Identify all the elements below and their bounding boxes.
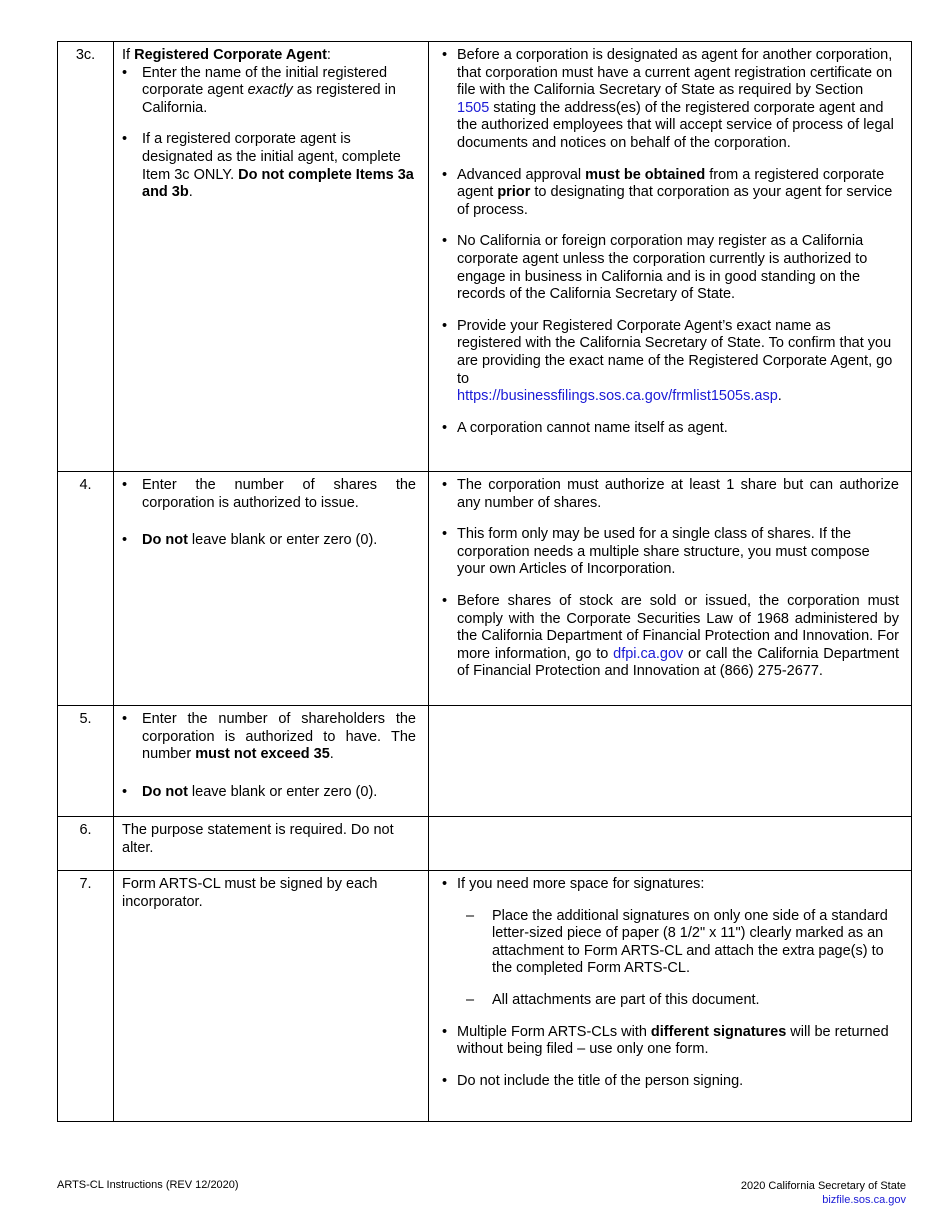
item-text: The purpose statement is required. Do not alter.	[122, 822, 394, 856]
table-row	[58, 706, 912, 817]
item-number: 3c.	[75, 47, 96, 63]
list-item: • Multiple Form ARTS-CLs with different signatures will be returned without being filed – use only one form.	[442, 1024, 899, 1059]
item-intro: If Registered Corporate Agent:	[122, 47, 331, 63]
table-row	[58, 472, 912, 706]
item-number: 6.	[79, 822, 92, 838]
item-number: 4.	[79, 477, 92, 493]
footer-copyright	[741, 1180, 906, 1207]
bizfile-link[interactable]: bizfile.sos.ca.gov	[822, 1193, 906, 1206]
table-row	[58, 817, 912, 871]
list-item: • If a registered corporate agent is designated as the initial agent, complete Item 3c ONLY. Do not complete Items 3a and 3b.	[122, 131, 416, 201]
item-number: 7.	[79, 876, 92, 892]
agent-list-link[interactable]: https://businessfilings.sos.ca.gov/frmlist1505s.asp	[457, 388, 778, 405]
list-item: • Advanced approval must be obtained from a registered corporate agent prior to designating that corporation as your agent for service of process.	[442, 167, 899, 220]
footer-copyright-text: 2020 California Secretary of State	[740, 1180, 906, 1192]
item-text: Form ARTS-CL must be signed by each incorporator.	[122, 876, 378, 910]
list-item: • A corporation cannot name itself as agent.	[442, 420, 899, 438]
list-item: • Enter the number of shareholders the corporation is authorized to have. The number must not exceed 35.	[122, 711, 416, 764]
footer-form-revision: ARTS-CL Instructions (REV 12/2020)	[57, 1179, 239, 1191]
list-item: • Before a corporation is designated as agent for another corporation, that corporation must have a current agent registration certificate on file with the California Secretary of State as required by Section 1505 stating the address(es) of the registered corporate agent and the authorized employees that will accept service of process of legal documents and notices on behalf of the corporation.	[442, 47, 899, 153]
list-item: • Enter the name of the initial registered corporate agent exactly as registered in California.	[122, 65, 416, 118]
list-item: • This form only may be used for a single class of shares. If the corporation needs a multiple share structure, you must compose your own Articles of Incorporation.	[442, 526, 899, 579]
list-item: • If you need more space for signatures: – Place the additional signatures on only one side of a standard letter-sized piece of paper (8 1/2" x 11") clearly marked as an attachment to Form ARTS-CL and attach the extra page(s) to the completed Form ARTS-CL. – All attachments are part of this document.	[442, 876, 899, 1010]
list-item: • Provide your Registered Corporate Agent’s exact name as registered with the California Secretary of State. To confirm that you are providing the exact name of the Registered Corporate Agent, go to https://businessfilings.sos.ca.gov/frmlist1505s.asp.	[442, 318, 899, 406]
dfpi-link[interactable]: dfpi.ca.gov	[613, 645, 684, 662]
list-item: • Enter the number of shares the corporation is authorized to issue.	[122, 477, 416, 512]
list-item: • Before shares of stock are sold or issued, the corporation must comply with the Corporate Securities Law of 1968 administered by the California Department of Financial Protection and Innovation. For more information, go to dfpi.ca.gov or call the California Department of Financial Protection and Innovation at (866) 275-2677.	[442, 593, 899, 681]
item-number: 5.	[79, 711, 92, 727]
table-row	[58, 871, 912, 1122]
instructions-table	[57, 41, 912, 1122]
section-1505-link[interactable]: 1505	[457, 99, 490, 116]
list-item: • The corporation must authorize at least 1 share but can authorize any number of shares.	[442, 477, 899, 512]
list-item: • Do not leave blank or enter zero (0).	[122, 784, 416, 802]
list-item: • Do not include the title of the person signing.	[442, 1073, 899, 1091]
list-item: • No California or foreign corporation may register as a California corporate agent unless the corporation currently is authorized to engage in business in California and is in good standing on the records of the California Secretary of State.	[442, 233, 899, 303]
sub-list-item: – Place the additional signatures on only one side of a standard letter-sized piece of paper (8 1/2" x 11") clearly marked as an attachment to Form ARTS-CL and attach the extra page(s) to the completed Form ARTS-CL.	[457, 908, 899, 978]
sub-list-item: – All attachments are part of this document.	[457, 992, 899, 1010]
table-row	[58, 42, 912, 472]
list-item: • Do not leave blank or enter zero (0).	[122, 532, 416, 550]
